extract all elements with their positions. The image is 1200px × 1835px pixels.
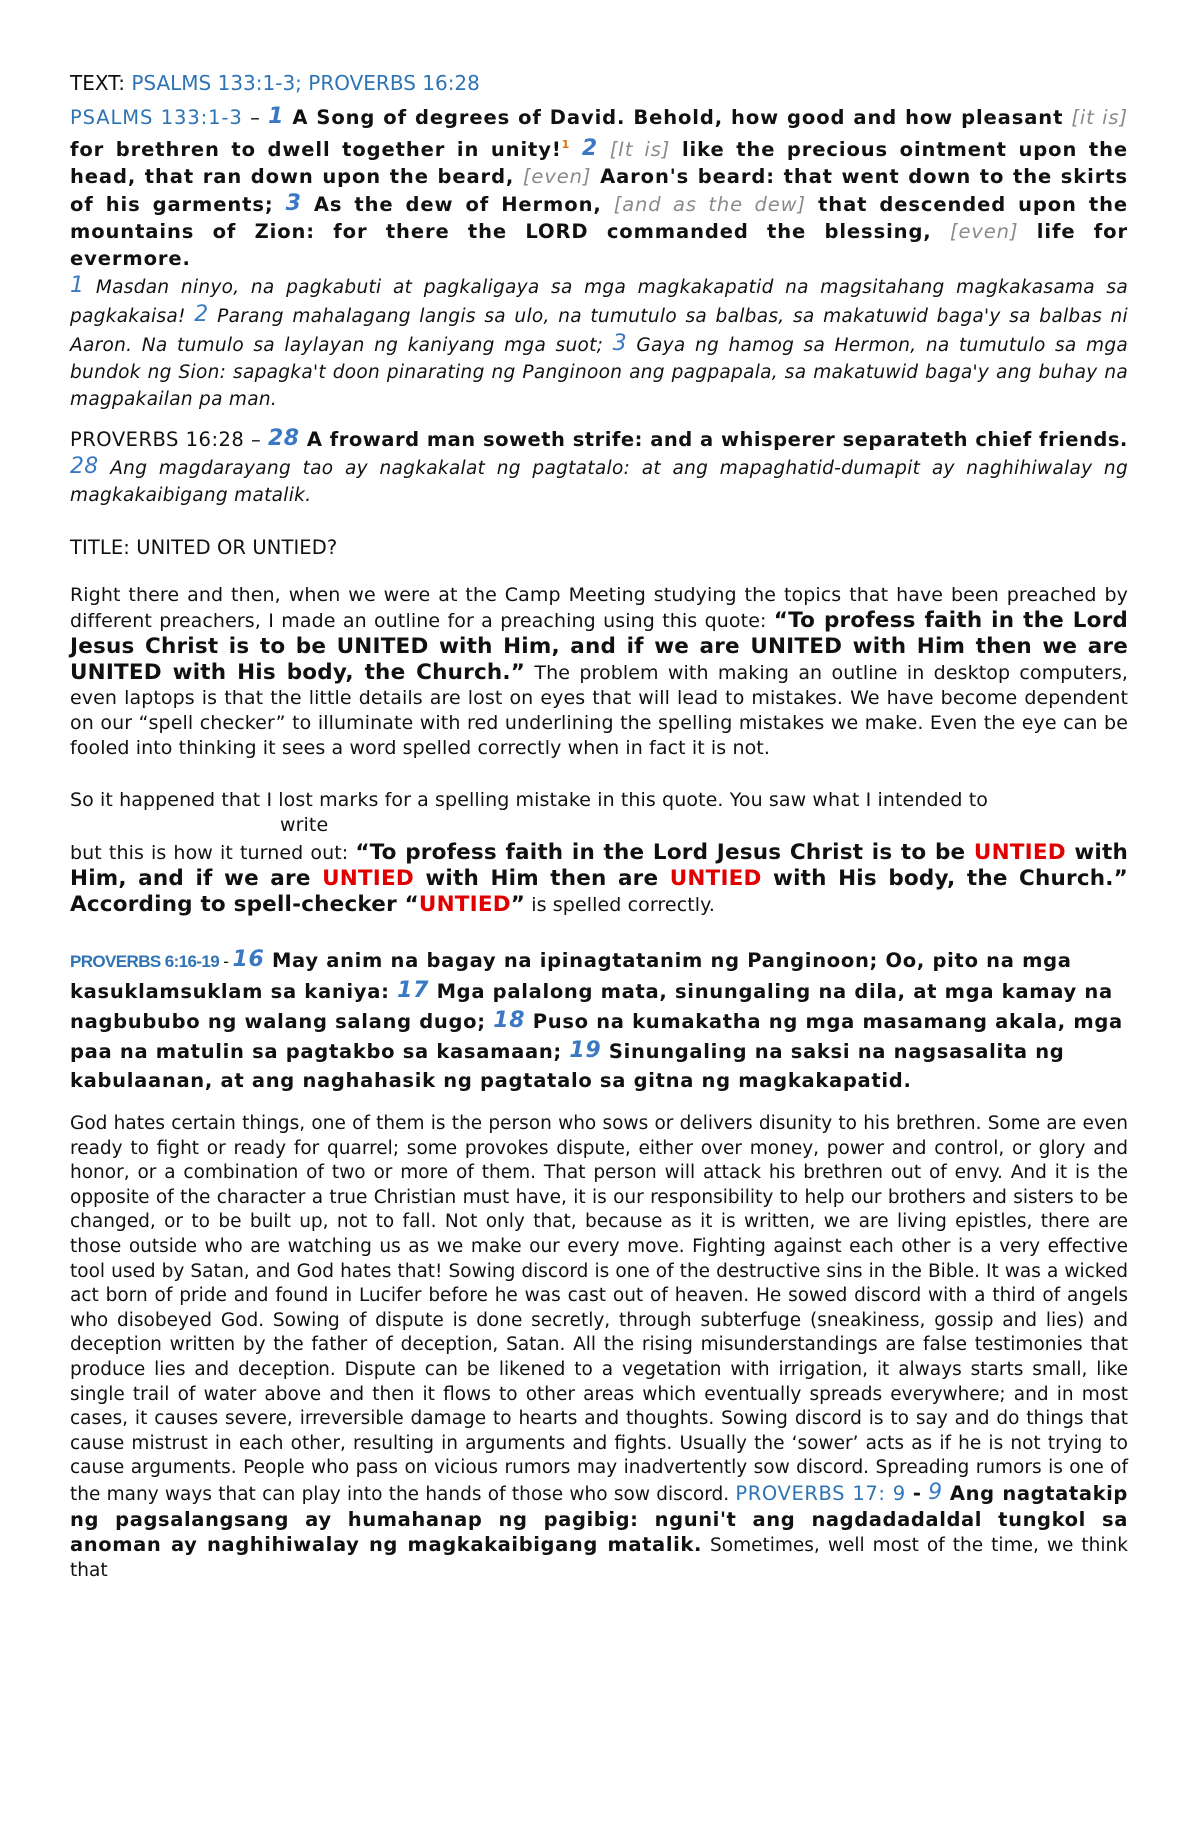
sermon-title: TITLE: UNITED OR UNTIED?	[70, 536, 338, 559]
italic-supplied-word: [it is]	[1071, 106, 1128, 129]
verse-number: 9	[928, 1479, 943, 1505]
italic-supplied-word: [and as the dew]	[613, 193, 807, 216]
verse-number: 17	[397, 978, 430, 1003]
paragraph-sowing-discord: God hates certain things, one of them is the person who sows or delivers disunity to his brethren. Some are even ready to fight or ready for quarrel; some provokes dispute, either over money, power and control, or glory and honor, or a combination of two or more of them. That person will attack his brethren out of envy. And it is the opposite of the character a true Christian must have, it is our responsibility to help our brothers and sisters to be changed, or to be built up, not to fall. Not only that, because as it is written, we are living epistles, there are those outside who are watching us as we make our every move. Fighting against each other is a very effective tool used by Satan, and God hates that! Sowing discord is one of the destructive sins in the Bible. It was a wicked act born of pride and found in Lucifer before he was cast out of heaven. He sowed discord with a third of angels who disobeyed God. Sowing of dispute is done secretly, through subterfuge (sneakiness, gossip and lies) and deception written by the father of deception, Satan. All the rising misunderstandings are false testimonies that produce lies and deception. Dispute can be likened to a vegetation with irrigation, it always starts small, like single trail of water above and then it flows to other areas which eventually spreads everywhere; and in most cases, it causes severe, irreversible damage to hearts and thoughts. Sowing discord is to say and do things that cause mistrust in each other, resulting in arguments and fights. Usually the ‘sower’ acts as if he is not trying to cause arguments. People who pass on vicious rumors may inadvertently sow discord. Spreading rumors is one of the many ways that can play into the hands of those who sow discord. PROVERBS 17: 9 - 9 Ang nagtatakip ng pagsalangsang ay humahanap ng pagibig: nguni't ang nagdadadaldal tungkol sa anoman ay naghihiwalay ng magkakaibigang matalik. Sometimes, well most of the time, we think that	[70, 1113, 1128, 1581]
verse-number: 2	[581, 136, 599, 161]
verse-number: 1	[268, 104, 285, 129]
verse-number: 3	[612, 331, 627, 356]
verse-number: 2	[194, 302, 209, 327]
paragraph-untied-quote: but this is how it turned out: “To profess faith in the Lord Jesus Christ is to be UNTIED with Him, and if we are UNTIED with Him then are UNTIED with His body, the Church.” According to spell-checker “UNTIED” is spelled correctly.	[70, 840, 1128, 917]
proverbs17-reference: PROVERBS 17: 9	[735, 1481, 906, 1505]
italic-supplied-word: [even]	[949, 220, 1019, 243]
proverbs16-tagalog-passage: 28 Ang magdarayang tao ay nagkakalat ng pagtatalo: at ang mapaghatid-dumapit ay naghihiwalay ng magkakaibigang matalik.	[70, 454, 1128, 506]
footnote-marker[interactable]: 1	[561, 138, 571, 151]
verse-number: 3	[285, 191, 302, 216]
proverbs17-verse: Ang nagtatakip ng pagsalangsang ay humahanap ng pagibig: nguni't ang nagdadadaldal tungkol sa anoman ay naghihiwalay ng magkakaibigang matalik.	[70, 1481, 1128, 1557]
italic-supplied-word: [It is]	[609, 138, 671, 161]
psalms-kjv-passage: PSALMS 133:1-3 – 1 A Song of degrees of David. Behold, how good and how pleasant [it is] for brethren to dwell together in unity!$^1$ 2 [It is] like the precious ointment upon the head, that ran down upon the beard, [even] Aaron's beard: that went down to the skirts of his garments; 3 As the dew of Hermon, [and as the dew] that descended upon the mountains of Zion: for there the LORD commanded the blessing, [even] life for evermore.	[70, 104, 1128, 270]
document-page	[70, 70, 1128, 1583]
text-label: TEXT:	[70, 71, 125, 95]
united-quote: “To profess faith in the Lord Jesus Christ is to be UNITED with Him, and if we are UNITED with Him then we are UNITED with His body, the Church.”	[70, 608, 1128, 685]
verse-number: 28	[70, 454, 99, 479]
untied-word: UNTIED	[322, 866, 414, 891]
untied-word: UNTIED	[669, 866, 762, 891]
psalms-tagalog-passage: 1 Masdan ninyo, na pagkabuti at pagkaligaya sa mga magkakapatid na magsitahang magkakasama sa pagkakaisa! 2 Parang mahalagang langis sa ulo, na tumutulo sa balbas, sa makatuwid baga'y sa balbas ni Aaron. Na tumulo sa laylayan ng kaniyang mga suot; 3 Gaya ng hamog sa Hermon, na tumutulo sa mga bundok ng Sion: sapagka't doon pinarating ng Panginoon ang pagpapala, sa makatuwid baga'y ang buhay na magpakailan pa man.	[70, 273, 1129, 410]
proverbs6-reference: PROVERBS 6:16-19	[70, 952, 220, 971]
psalms-reference: PSALMS 133:1-3	[70, 106, 243, 129]
verse-number: 1	[70, 273, 85, 298]
paragraph-camp-meeting: Right there and then, when we were at the Camp Meeting studying the topics that have been preached by different preachers, I made an outline for a preaching using this quote: “To profess faith in the Lord Jesus Christ is to be UNITED with Him, and if we are UNITED with Him then we are UNITED with His body, the Church.” The problem with making an outline in desktop computers, even laptops is that the little details are lost on eyes that will lead to mistakes. We have become dependent on our “spell checker” to illuminate with red underlining the spelling mistakes we make. Even the eye can be fooled into thinking it sees a word spelled correctly when in fact it is not.	[70, 584, 1128, 759]
untied-word: UNTIED	[418, 892, 511, 917]
proverbs16-kjv-passage: PROVERBS 16:28 – 28 A froward man soweth strife: and a whisperer separateth chief friends.	[70, 426, 1128, 451]
italic-supplied-word: [even]	[522, 165, 592, 188]
proverbs6-passage: PROVERBS 6:16-19 - 16 May anim na bagay na ipinagtatanim ng Panginoon; Oo, pito na mga kasuklamsuklam sa kaniya: 17 Mga palalong mata, sinungaling na dila, at mga kamay na nagbububo ng walang salang dugo; 18 Puso na kumakatha ng mga masamang akala, mga paa na matulin sa pagtakbo sa kasamaan; 19 Sinungaling na saksi na nagsasalita ng kabulaanan, at ang naghahasik ng pagtatalo sa gitna ng magkakapatid.	[70, 947, 1123, 1092]
text-heading	[70, 70, 1128, 97]
paragraph-spelling-line1: So it happened that I lost marks for a spelling mistake in this quote. You saw what I intended to	[70, 789, 988, 811]
verse-number: 28	[267, 426, 300, 451]
verse-number: 16	[232, 947, 265, 972]
text-references: PSALMS 133:1-3; PROVERBS 16:28	[131, 71, 480, 95]
paragraph-spelling-line2: write	[280, 814, 329, 836]
verse-number: 19	[569, 1038, 602, 1063]
proverbs16-reference: PROVERBS 16:28 –	[70, 428, 268, 451]
verse-number: 18	[493, 1008, 526, 1033]
untied-word: UNTIED	[973, 840, 1066, 865]
